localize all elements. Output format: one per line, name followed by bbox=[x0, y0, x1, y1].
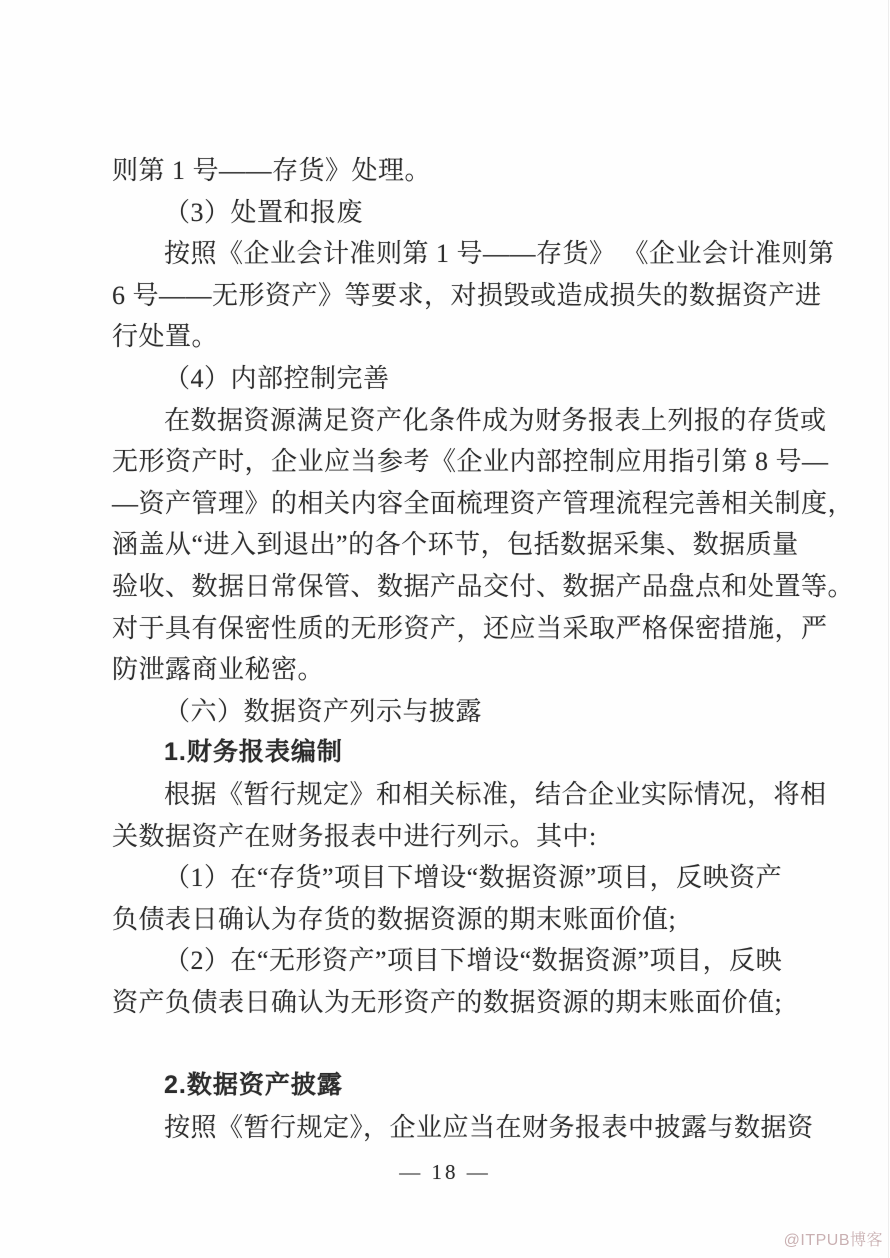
text-line: 在数据资源满足资产化条件成为财务报表上列报的存货或 bbox=[164, 405, 827, 435]
watermark-label: @ITPUB博客 bbox=[783, 1232, 883, 1249]
text-line: 关数据资产在财务报表中进行列示。其中: bbox=[112, 821, 597, 851]
text-line: —资产管理》的相关内容全面梳理资产管理流程完善相关制度， bbox=[112, 488, 855, 518]
text-line: 按照《企业会计准则第 1 号——存货》 《企业会计准则第 bbox=[164, 239, 835, 269]
text-line: 2.数据资产披露 bbox=[164, 1071, 343, 1100]
text-line: （2）在“无形资产”项目下增设“数据资源”项目，反映 bbox=[164, 946, 783, 976]
text-line: 则第 1 号——存货》处理。 bbox=[112, 156, 432, 185]
document-body bbox=[112, 150, 855, 1148]
text-line: 负债表日确认为存货的数据资源的期末账面价值; bbox=[112, 904, 677, 934]
text-line: （六）数据资产列示与披露 bbox=[164, 696, 483, 726]
text-line: 验收、数据日常保管、数据产品交付、数据产品盘点和处置等。 bbox=[112, 571, 855, 601]
page-number: — 18 — bbox=[399, 1160, 491, 1184]
text-line: （1）在“存货”项目下增设“数据资源”项目，反映资产 bbox=[164, 863, 783, 893]
text-line: 行处置。 bbox=[112, 322, 219, 352]
text-line: 涵盖从“进入到退出”的各个环节，包括数据采集、数据质量 bbox=[112, 530, 799, 560]
text-line: （3）处置和报废 bbox=[164, 197, 364, 227]
text-line: 根据《暂行规定》和相关标准，结合企业实际情况，将相 bbox=[164, 779, 827, 809]
text-line: 防泄露商业秘密。 bbox=[112, 655, 325, 685]
text-line: （4）内部控制完善 bbox=[164, 363, 390, 393]
text-line: 资产负债表日确认为无形资产的数据资源的期末账面价值; bbox=[112, 987, 783, 1017]
text-line: 无形资产时，企业应当参考《企业内部控制应用指引第 8 号— bbox=[112, 447, 829, 477]
page-right-edge bbox=[888, 0, 889, 1258]
text-line: 按照《暂行规定》，企业应当在财务报表中披露与数据资 bbox=[164, 1112, 814, 1142]
text-line: 对于具有保密性质的无形资产，还应当采取严格保密措施，严 bbox=[112, 613, 828, 643]
text-line: 6 号——无形资产》等要求，对损毁或造成损失的数据资产进 bbox=[112, 280, 822, 310]
text-line: 1.财务报表编制 bbox=[164, 738, 343, 767]
